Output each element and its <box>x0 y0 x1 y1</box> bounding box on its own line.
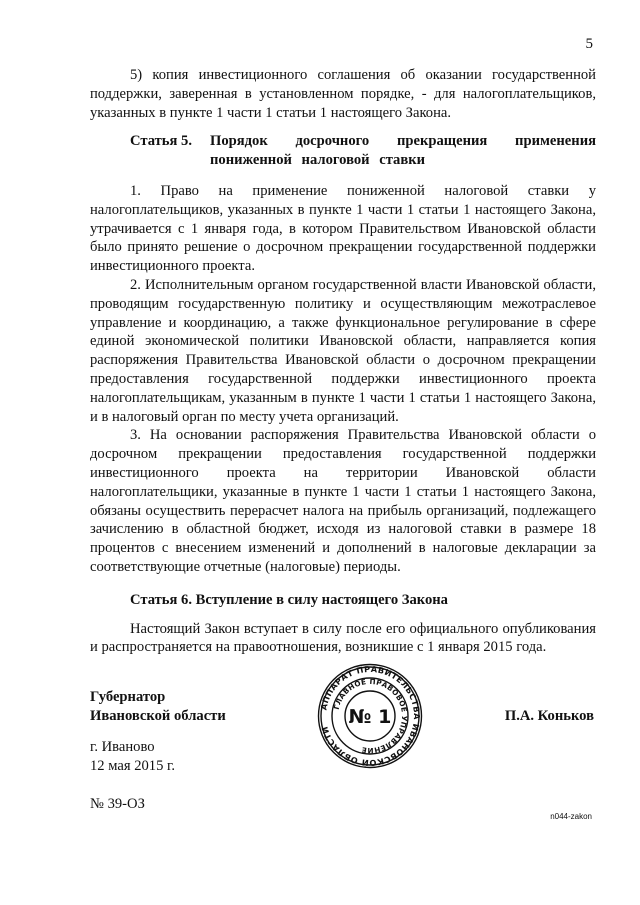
article-5-paragraph-3: 3. На основании распоряжения Правительства Ивановской области о досрочном прекращении предоставления государственной поддержки инвестиционного проекта на территории Ивановской области налогоплательщики, указанные в пункте 1 части 1 статьи 1 настоящего Закона, обязаны осуществить перерасчет налога на прибыль организаций, подлежащего зачислению в областной бюджет, исходя из налоговой ставки в размере 18 процентов с внесением изменений и дополнений в налоговые декларации за соответствующие отчетные (налоговые) периоды. <box>90 427 596 575</box>
signatory-position <box>90 688 226 726</box>
seal-center-number: № 1 <box>348 706 392 728</box>
document-code: n044-zakon <box>550 812 592 821</box>
law-number: № 39-ОЗ <box>90 796 145 812</box>
article-5-title-line2: пониженной налоговой ставки <box>210 152 426 169</box>
article-5-title-line1: Порядок досрочного прекращения применения <box>210 133 596 150</box>
article-5-paragraph-2: 2. Исполнительным органом государственной власти Ивановской области, проводящим государственную политику и осуществляющим межотраслевое управление и координацию, а также функциональное регулирование в сфере единой экономической политики Ивановской области, направляется копия распоряжения Правительства Ивановской области о досрочном прекращении предоставления государственной поддержки инвестиционного проекта налогоплательщикам, указанным в пункте 1 части 1 статьи 1 настоящего Закона, и в налоговый орган по месту учета организаций. <box>90 276 596 425</box>
place: г. Иваново <box>90 739 155 755</box>
official-seal <box>317 663 423 769</box>
signatory-position-line1: Губернатор <box>90 689 166 705</box>
signatory-name: П.А. Коньков <box>504 708 594 724</box>
page-number: 5 <box>585 36 593 52</box>
document-body <box>90 66 596 657</box>
article-6-text: Настоящий Закон вступает в силу после его официального опубликования и распространяется на правоотношения, возникшие с 1 января 2015 года. <box>90 620 596 656</box>
seal-outer-text: АППАРАТ ПРАВИТЕЛЬСТВА ИВАНОВСКОЙ ОБЛАСТИ <box>318 663 423 769</box>
article-5-heading <box>90 132 596 170</box>
signatory-position-line2: Ивановской области <box>90 707 226 724</box>
article-5-title <box>210 132 596 170</box>
item-5-text: 5) копия инвестиционного соглашения об оказании государственной поддержки, заверенная в установленном порядке, - для налогоплательщиков, указанных в пункте 1 части 1 статьи 1 настоящего Закона. <box>90 67 596 121</box>
article-5-number: Статья 5. <box>130 133 192 150</box>
place-and-date <box>90 738 175 776</box>
article-6-heading: Статья 6. Вступление в силу настоящего Закона <box>130 591 448 608</box>
seal-inner-text: ГЛАВНОЕ ПРАВОВОЕ УПРАВЛЕНИЕ <box>331 676 410 756</box>
article-5-paragraph-1: 1. Право на применение пониженной налоговой ставки у налогоплательщиков, указанных в пункте 1 части 1 статьи 1 настоящего Закона, утрачивается с 1 января года, в котором Правительством Ивановской области было принято решение о досрочном прекращении государственной поддержки инвестиционного проекта. <box>90 182 596 275</box>
date: 12 мая 2015 г. <box>90 757 176 774</box>
